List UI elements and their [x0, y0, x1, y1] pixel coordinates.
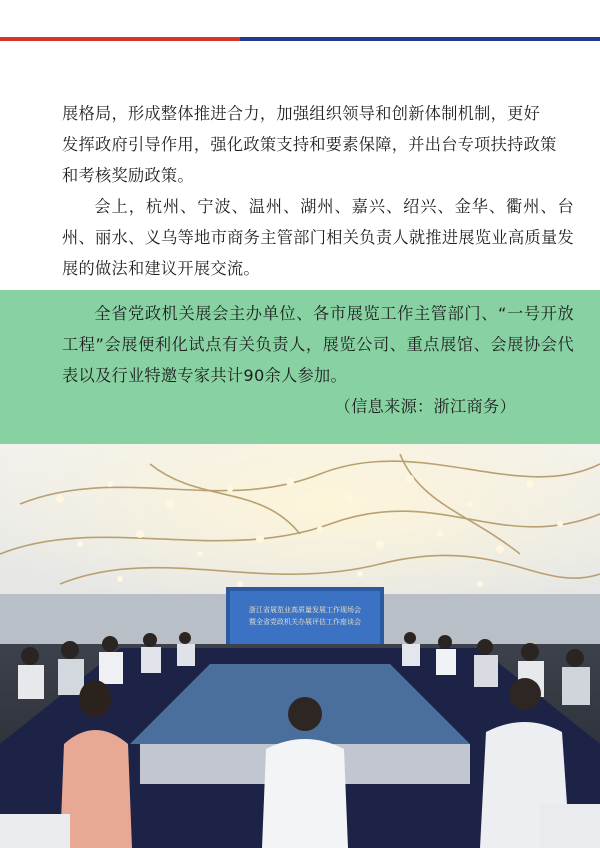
- header-bar-red: [0, 37, 240, 41]
- conference-photo-illustration: [0, 444, 600, 848]
- highlight-text: [62, 298, 574, 422]
- paragraph-1-line-3: 和考核奖励政策。: [62, 166, 194, 185]
- paragraph-2: 会上，杭州、宁波、温州、湖州、嘉兴、绍兴、金华、衢州、台州、丽水、义乌等地市商务主管部门相关负责人就推进展览业高质量发展的做法和建议开展交流。: [62, 197, 574, 278]
- paragraph-1-line-1: 展格局，形成整体推进合力，加强组织领导和创新体制机制，更好: [62, 104, 541, 123]
- info-source: （信息来源：浙江商务）: [334, 397, 516, 416]
- screen-title-line-1: 浙江省展览业高质量发展工作现场会: [249, 606, 361, 614]
- article-body: [62, 98, 574, 284]
- paragraph-3: 全省党政机关展会主办单位、各市展览工作主管部门、“一号开放工程”会展便利化试点有关负责人，展览公司、重点展馆、会展协会代表以及行业特邀专家共计90余人参加。: [62, 304, 574, 385]
- conference-photo: [0, 444, 600, 848]
- empty-chair-right: [540, 804, 600, 848]
- paragraph-1-line-2: 发挥政府引导作用，强化政策支持和要素保障，并出台专项扶持政策: [62, 135, 557, 154]
- empty-chair-left: [0, 814, 70, 848]
- header-bar-blue: [240, 37, 600, 41]
- screen-title-line-2: 暨全省党政机关办展评估工作座谈会: [249, 618, 361, 626]
- header-color-bar: [0, 37, 600, 41]
